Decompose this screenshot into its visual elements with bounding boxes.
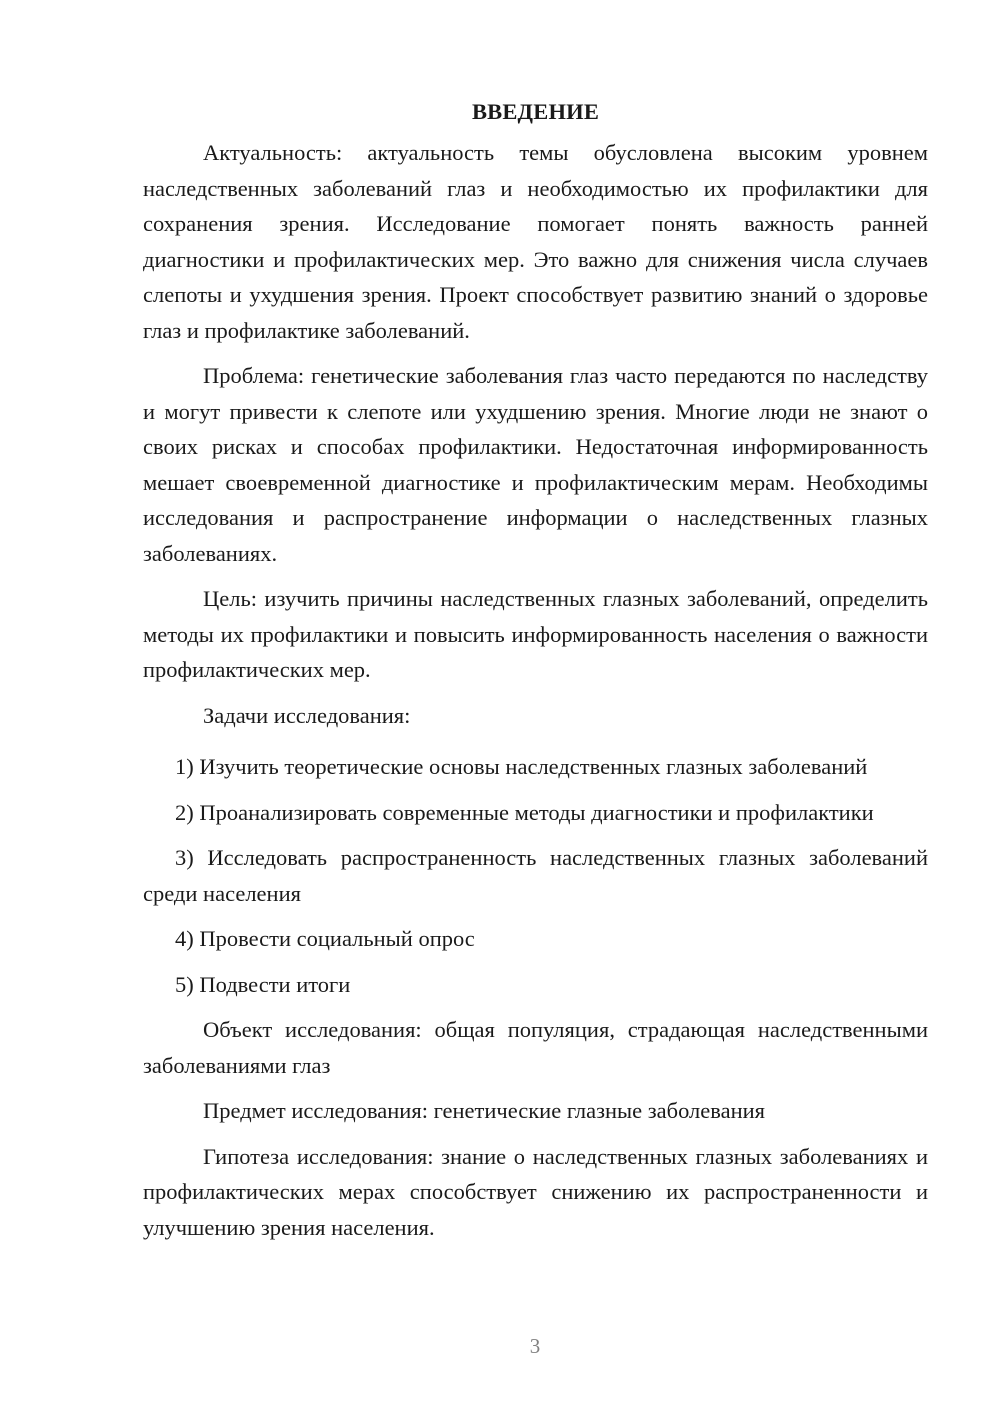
- task-item: 4) Провести социальный опрос: [175, 926, 475, 951]
- tasks-heading: Задачи исследования:: [203, 702, 411, 728]
- page-number: 3: [529, 1334, 541, 1358]
- section-title: ВВЕДЕНИЕ: [471, 99, 600, 124]
- problem-paragraph: Проблема: генетические заболевания глаз часто передаются по наследству и могут привести к слепоте или ухудшению зрения. Многие люди не знают о своих рисках и способах профилактики. Недостаточная информированность мешает своевременной диагностике и профилактическим мерам. Необходимы исследования и распространение информации о наследственных глазных заболеваниях.: [143, 363, 928, 566]
- goal-paragraph: Цель: изучить причины наследственных глазных заболеваний, определить методы их профилактики и повысить информированность населения о важности профилактических мер.: [143, 586, 928, 682]
- task-item: 1) Изучить теоретические основы наследственных глазных заболеваний: [175, 754, 868, 779]
- object-paragraph: Объект исследования: общая популяция, страдающая наследственными заболеваниями глаз: [143, 1017, 928, 1078]
- subject-paragraph: Предмет исследования: генетические глазные заболевания: [203, 1098, 766, 1123]
- task-item: 5) Подвести итоги: [175, 971, 351, 997]
- page-content: [143, 94, 928, 1255]
- task-item: 2) Проанализировать современные методы диагностики и профилактики: [175, 799, 874, 825]
- hypothesis-paragraph: Гипотеза исследования: знание о наследственных глазных заболеваниях и профилактических мерах способствует снижению их распространенности и улучшению зрения населения.: [143, 1143, 928, 1240]
- task-item: 3) Исследовать распространенность наследственных глазных заболеваний среди населения: [143, 845, 928, 906]
- relevance-paragraph: Актуальность: актуальность темы обусловлена высоким уровнем наследственных заболеваний глаз и необходимостью их профилактики для сохранения зрения. Исследование помогает понять важность ранней диагностики и профилактических мер. Это важно для снижения числа случаев слепоты и ухудшения зрения. Проект способствует развитию знаний о здоровье глаз и профилактике заболеваний.: [143, 140, 928, 343]
